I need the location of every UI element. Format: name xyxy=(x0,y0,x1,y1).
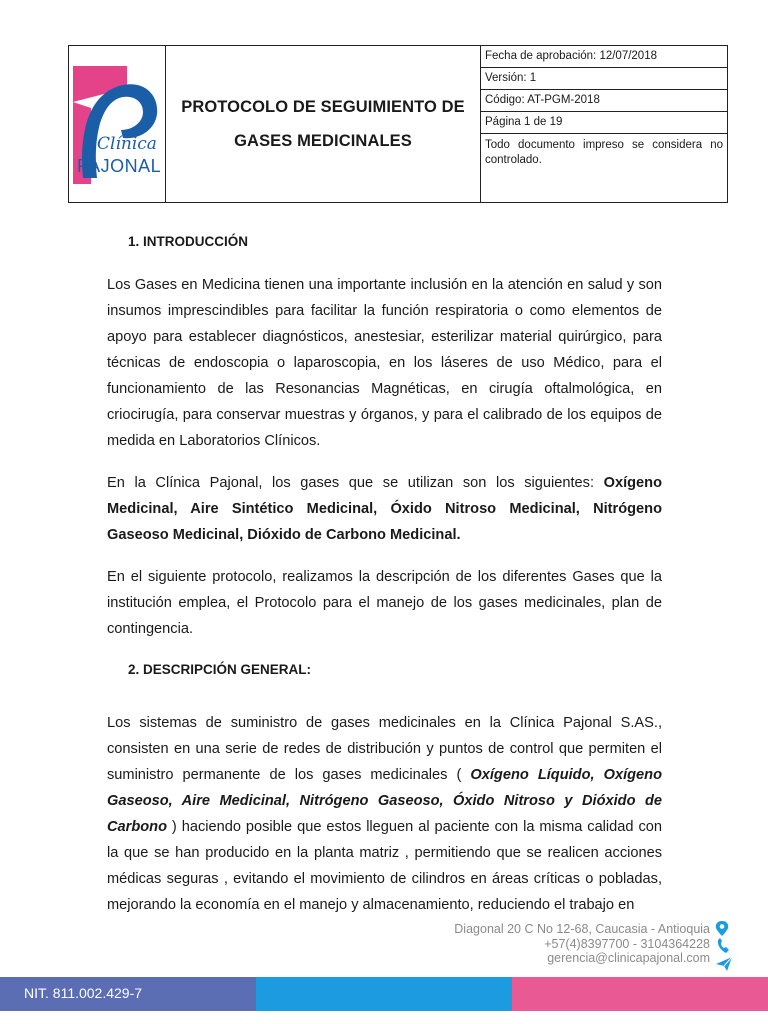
logo-script-text: Clínica xyxy=(97,134,157,154)
location-pin-icon xyxy=(716,921,729,936)
paragraph-description-gases: Oxígeno Líquido, Oxígeno Gaseoso, Aire Medicinal, Nitrógeno Gaseoso, Óxido Nitroso y Dióxido de Carbono xyxy=(107,767,662,835)
approval-date: Fecha de aprobación: 12/07/2018 xyxy=(481,46,727,68)
logo-brand-text: PAJONAL xyxy=(77,156,162,176)
document-code: Código: AT-PGM-2018 xyxy=(481,90,727,112)
paragraph-gases-list: Oxígeno Medicinal, Aire Sintético Medicinal, Óxido Nitroso Medicinal, Nitrógeno Gaseoso Medicinal, Dióxido de Carbono Medicinal. xyxy=(107,475,662,543)
section-title-introduccion: 1. INTRODUCCIÓN xyxy=(128,234,249,249)
paragraph-gases-lead: En la Clínica Pajonal, los gases que se utilizan son los siguientes: xyxy=(107,475,604,491)
footer-nit: NIT. 811.002.429-7 xyxy=(24,985,143,1001)
footer-bar-segment-cyan xyxy=(256,977,512,1011)
print-notice: Todo documento impreso se considera no controlado. xyxy=(485,139,723,166)
footer-phone: +57(4)8397700 - 3104364228 xyxy=(544,936,710,951)
title-line-2: GASES MEDICINALES xyxy=(234,132,412,150)
clinic-logo xyxy=(73,66,161,184)
footer-bar-segment-pink xyxy=(512,977,768,1011)
paragraph-protocol: En el siguiente protocolo, realizamos la descripción de los diferentes Gases que la institución emplea, el Protocolo para el manejo de los gases medicinales, plan de contingencia. xyxy=(107,569,662,637)
page-number: Página 1 de 19 xyxy=(481,112,727,134)
footer-icons xyxy=(714,920,736,972)
section-title-descripcion: 2. DESCRIPCIÓN GENERAL: xyxy=(128,662,312,677)
paragraph-gases xyxy=(107,470,662,548)
document-header xyxy=(68,45,728,203)
phone-icon xyxy=(718,938,729,953)
document-metadata xyxy=(481,46,727,202)
paragraph-intro: Los Gases en Medicina tienen una importante inclusión en la atención en salud y son insumos imprescindibles para facilitar la función respiratoria o como elementos de apoyo para establecer diagnósticos, anestesiar, esterilizar material quirúrgico, para técnicas de endoscopia o laparoscopia, en los láseres de uso Médico, para el funcionamiento de las Resonancias Magnéticas, en cirugía oftalmológica, en criocirugía, para conservar muestras y órganos, y para el calibrado de los equipos de medida en Laboratorios Clínicos. xyxy=(107,277,662,449)
version: Versión: 1 xyxy=(481,68,727,90)
paragraph-description-lead: Los sistemas de suministro de gases medicinales en la Clínica Pajonal S.AS., consisten en una serie de redes de distribución y puntos de control que permiten el suministro permanente de los gases medicinales ( xyxy=(107,715,662,783)
footer-address: Diagonal 20 C No 12-68, Caucasia - Antioquia xyxy=(454,922,710,936)
title-line-1: PROTOCOLO DE SEGUIMIENTO DE xyxy=(181,98,465,116)
paragraph-description-tail: ) haciendo posible que estos lleguen al paciente con la misma calidad con la que se han producido en la planta matriz , permitiendo que se realicen acciones médicas seguras , evitando el movimiento de cilindros en áreas críticas o pobladas, mejorando la economía en el manejo y almacenamiento, reduciendo el trabajo en xyxy=(107,819,662,913)
paragraph-description xyxy=(107,710,662,918)
document-title xyxy=(166,46,481,202)
footer-email: gerencia@clinicapajonal.com xyxy=(547,951,710,965)
logo-cell xyxy=(69,46,166,202)
paper-plane-icon xyxy=(716,957,732,971)
footer-contact xyxy=(454,922,710,966)
